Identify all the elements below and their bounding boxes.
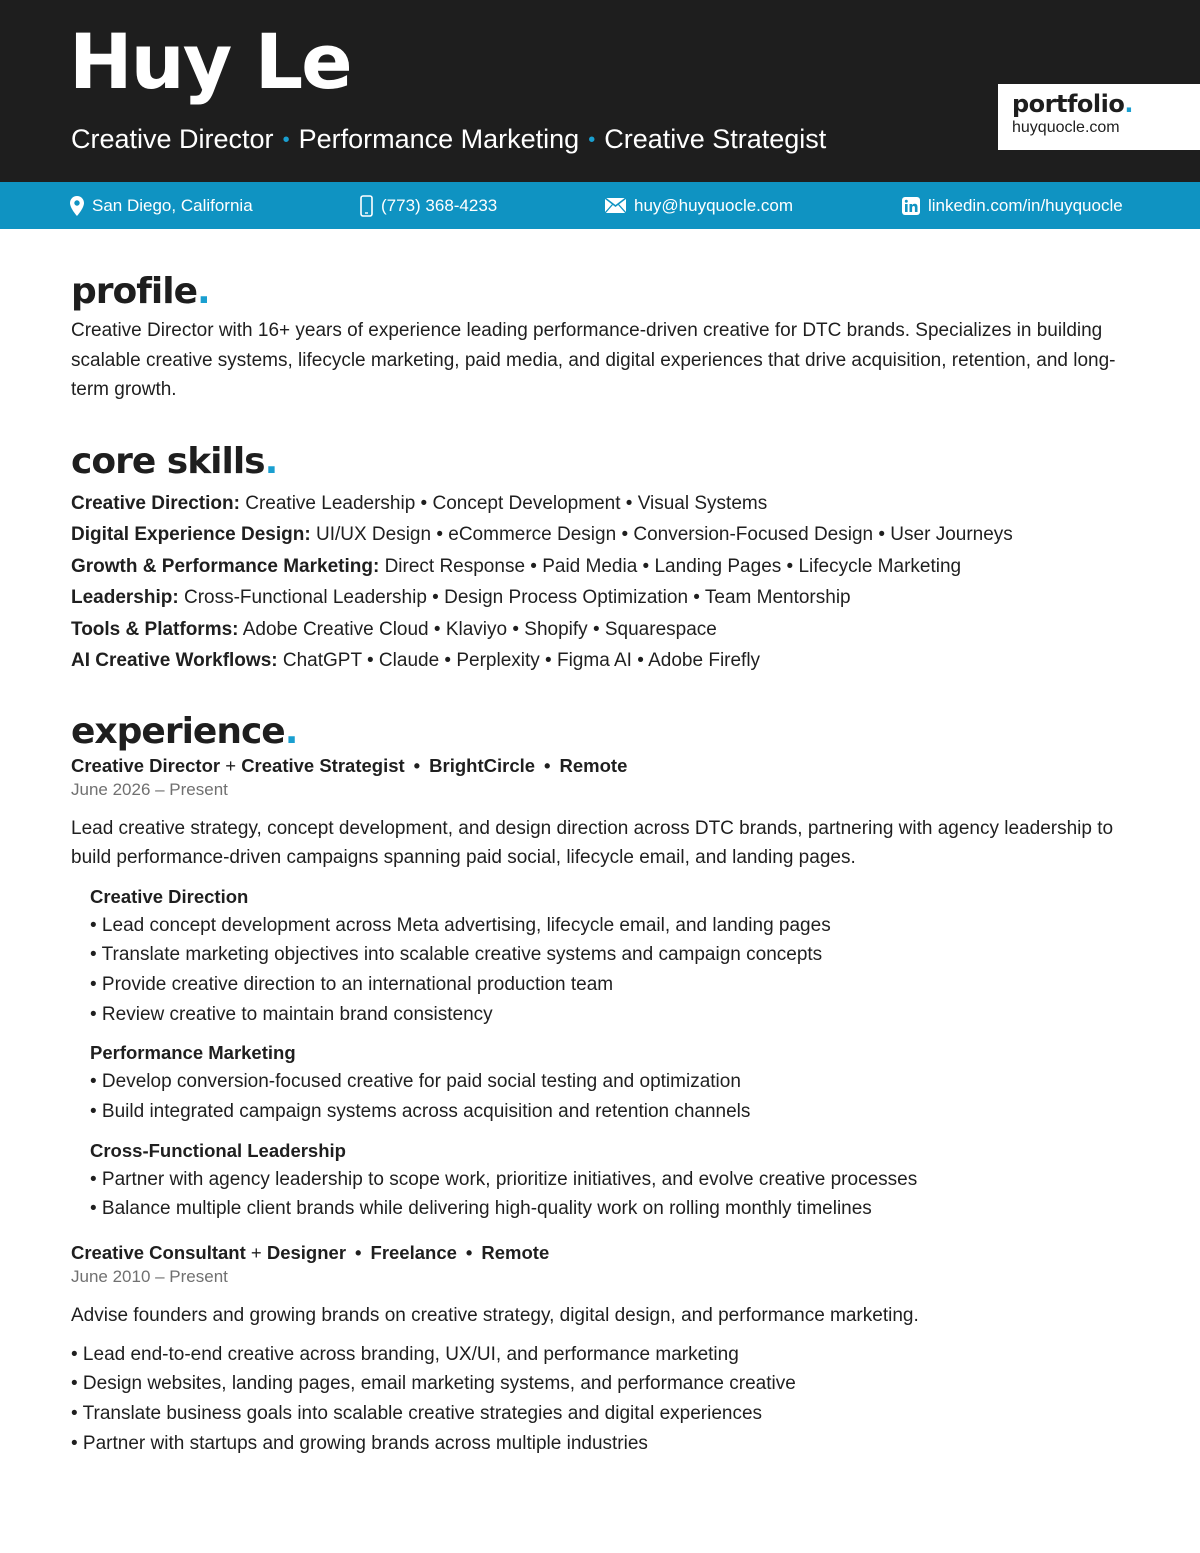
subsection-title: Creative Direction xyxy=(90,885,249,907)
list-item: • Translate marketing objectives into scalable creative systems and campaign concepts xyxy=(90,944,823,966)
skill-row: Tools & Platforms: Adobe Creative Cloud • Klaviyo • Shopify • Squarespace xyxy=(71,618,717,640)
subsection-title: Performance Marketing xyxy=(90,1042,296,1064)
list-item: • Provide creative direction to an international production team xyxy=(90,973,614,995)
phone-text[interactable]: (773) 368-4233 xyxy=(381,195,498,215)
skill-row: Growth & Performance Marketing: Direct Response • Paid Media • Landing Pages • Lifecycle Marketing xyxy=(71,555,962,577)
contact-phone[interactable] xyxy=(360,182,497,229)
title-2: Performance Marketing xyxy=(298,124,580,154)
list-item: • Lead concept development across Meta advertising, lifecycle email, and landing pages xyxy=(90,914,831,936)
contact-bar xyxy=(0,182,1200,229)
email-text[interactable]: huy@huyquocle.com xyxy=(634,195,794,215)
map-pin-icon xyxy=(70,196,84,216)
portfolio-badge[interactable] xyxy=(998,84,1200,150)
location-text: San Diego, California xyxy=(92,195,253,215)
title-separator: • xyxy=(588,129,596,151)
job-summary: Advise founders and growing brands on creative strategy, digital design, and performance marketing. xyxy=(71,1305,919,1327)
title-1: Creative Director xyxy=(71,124,274,154)
contact-linkedin[interactable] xyxy=(902,182,1123,229)
list-item: • Translate business goals into scalable creative strategies and digital experiences xyxy=(71,1403,763,1425)
linkedin-icon xyxy=(902,197,920,215)
contact-email[interactable] xyxy=(605,182,793,229)
list-item: • Design websites, landing pages, email marketing systems, and performance creative xyxy=(71,1373,796,1395)
profile-text: Creative Director with 16+ years of experience leading performance-driven creative for DTC brands. Specializes in building scalable creative systems, lifecycle marketing, paid media, and digital experiences that drive acquisition, retention, and long-term growth. xyxy=(71,320,1116,400)
list-item: • Build integrated campaign systems across acquisition and retention channels xyxy=(90,1101,751,1123)
person-name: Huy Le xyxy=(69,17,351,106)
title-3: Creative Strategist xyxy=(604,124,827,154)
portfolio-label: portfolio. xyxy=(1012,90,1133,118)
skill-row: AI Creative Workflows: ChatGPT • Claude • Perplexity • Figma AI • Adobe Firefly xyxy=(71,650,761,671)
header-banner xyxy=(0,0,1200,182)
phone-icon xyxy=(360,195,373,217)
envelope-icon xyxy=(605,198,626,213)
skill-row: Leadership: Cross-Functional Leadership • Design Process Optimization • Team Mentorship xyxy=(71,587,851,608)
skill-row: Digital Experience Design: UI/UX Design • eCommerce Design • Conversion-Focused Design • User Journeys xyxy=(71,524,1013,545)
job-summary: Lead creative strategy, concept development, and design direction across DTC brands, partnering with agency leadership to build performance-driven campaigns spanning paid social, lifecycle email, and landing pages. xyxy=(71,817,1114,868)
profile-heading: profile. xyxy=(71,271,210,312)
skills-list xyxy=(71,488,1131,677)
list-item: • Partner with agency leadership to scope work, prioritize initiatives, and evolve creative processes xyxy=(90,1168,918,1190)
list-item: • Partner with startups and growing brands across multiple industries xyxy=(71,1432,648,1454)
skill-row: Creative Direction: Creative Leadership • Concept Development • Visual Systems xyxy=(71,492,768,514)
list-item: • Develop conversion-focused creative for paid social testing and optimization xyxy=(90,1071,741,1093)
job-title: Creative Director + Creative Strategist • BrightCircle • Remote xyxy=(71,754,628,776)
list-item: • Balance multiple client brands while delivering high-quality work on rolling monthly timelines xyxy=(90,1198,872,1220)
list-item: • Review creative to maintain brand consistency xyxy=(90,1003,493,1025)
job-titles xyxy=(71,124,826,155)
linkedin-text[interactable]: linkedin.com/in/huyquocle xyxy=(928,195,1123,215)
job-dates: June 2026 – Present xyxy=(71,779,228,799)
list-item: • Lead end-to-end creative across branding, UX/UI, and performance marketing xyxy=(71,1343,739,1365)
job-dates: June 2010 – Present xyxy=(71,1267,228,1287)
experience-heading: experience. xyxy=(71,710,298,752)
title-separator: • xyxy=(282,129,290,151)
job-entry xyxy=(71,754,1131,1225)
job-subsection xyxy=(90,883,1131,1225)
job-entry xyxy=(71,1241,1131,1458)
contact-location xyxy=(70,182,253,229)
job-title: Creative Consultant + Designer • Freelance • Remote xyxy=(71,1242,550,1264)
portfolio-link[interactable]: huyquocle.com xyxy=(1012,119,1120,136)
skills-heading: core skills. xyxy=(71,440,278,482)
subsection-title: Cross-Functional Leadership xyxy=(90,1139,346,1161)
resume-body xyxy=(71,270,1131,1458)
